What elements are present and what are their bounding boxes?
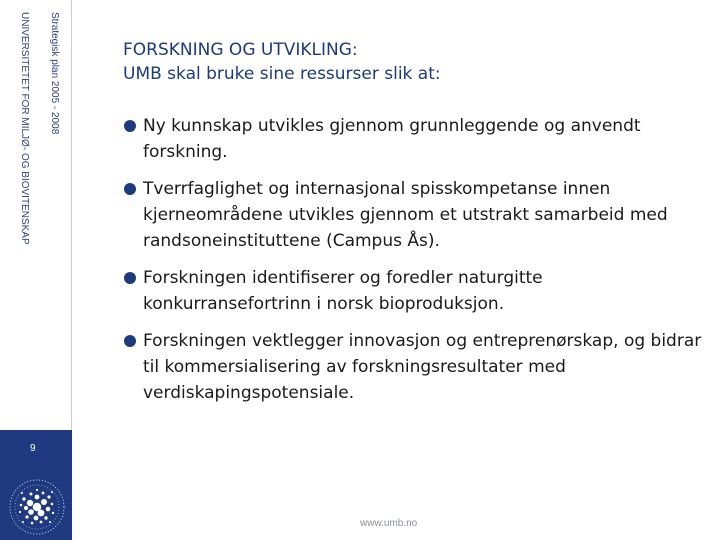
university-name: UNIVERSITETET FOR MILJØ- OG BIOVITENSKAP — [19, 12, 30, 245]
list-item — [124, 265, 704, 317]
list-item-text: Forskningen vektlegger innovasjon og entreprenørskap, og bidrar til kommersialisering av forskningsresultater med verdiskapingspotensiale. — [143, 331, 702, 403]
list-item-text: Tverrfaglighet og internasjonal spisskompetanse innen kjerneområdene utvikles gjennom et utstrakt samarbeid med randsoneinstituttene (Campus Ås). — [143, 179, 668, 251]
list-item — [124, 113, 704, 165]
strategic-plan-label: Strategisk plan 2005 - 2008 — [49, 12, 60, 135]
title-line-1: FORSKNING OG UTVIKLING: — [123, 40, 358, 60]
umb-dot-globe-logo-icon — [8, 478, 66, 536]
bullet-dot-icon — [124, 120, 136, 132]
sidebar-divider — [71, 0, 72, 430]
list-item — [124, 176, 704, 254]
list-item-text: Forskningen identifiserer og foredler naturgitte konkurransefortrinn i norsk bioproduksjon. — [143, 268, 543, 314]
bullet-dot-icon — [124, 272, 136, 284]
page-number: 9 — [30, 443, 36, 454]
list-item-text: Ny kunnskap utvikles gjennom grunnleggende og anvendt forskning. — [143, 116, 641, 162]
page-title — [123, 38, 441, 86]
footer-website-link[interactable]: www.umb.no — [360, 518, 418, 529]
bullet-dot-icon — [124, 183, 136, 195]
list-item — [124, 328, 704, 406]
title-line-2: UMB skal bruke sine ressurser slik at: — [123, 64, 441, 84]
bullet-dot-icon — [124, 335, 136, 347]
bullet-list — [124, 113, 704, 417]
